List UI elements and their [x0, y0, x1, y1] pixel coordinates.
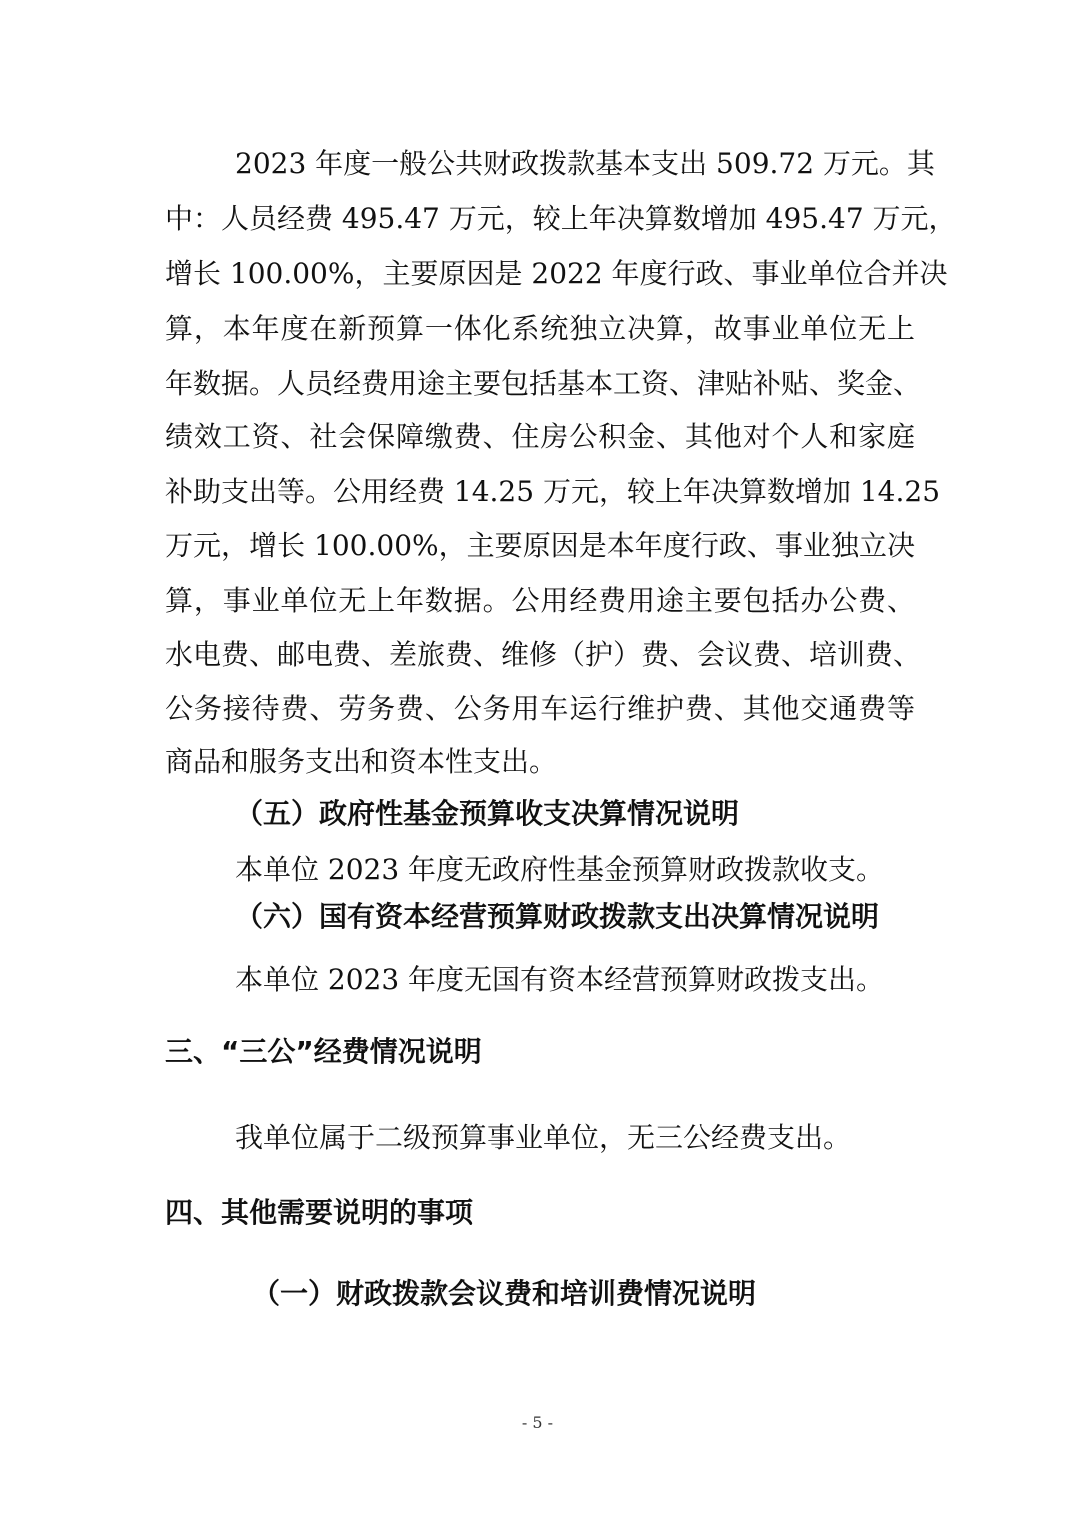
subsection-text-5: 本单位 2023 年度无政府性基金预算财政拨款收支。: [235, 853, 885, 886]
subsection-heading-6: （六）国有资本经营预算财政拨款支出决算情况说明: [235, 900, 880, 933]
subsection-heading-4-1: （一）财政拨款会议费和培训费情况说明: [252, 1277, 757, 1310]
section-heading-4: 四、其他需要说明的事项: [165, 1196, 474, 1229]
paragraph-line: 绩效工资、社会保障缴费、住房公积金、其他对个人和家庭: [165, 420, 915, 453]
paragraph-line: 商品和服务支出和资本性支出。: [165, 745, 558, 778]
paragraph-line: 增长 100.00%，主要原因是 2022 年度行政、事业单位合并决: [165, 257, 948, 290]
paragraph-line: 中：人员经费 495.47 万元，较上年决算数增加 495.47 万元，: [165, 202, 957, 235]
paragraph-line: 补助支出等。公用经费 14.25 万元，较上年决算数增加 14.25: [165, 475, 941, 508]
subsection-heading-5: （五）政府性基金预算收支决算情况说明: [235, 797, 740, 830]
paragraph-line: 公务接待费、劳务费、公务用车运行维护费、其他交通费等: [165, 692, 915, 725]
paragraph-line: 算，本年度在新预算一体化系统独立决算，故事业单位无上: [165, 312, 915, 345]
paragraph-line: 2023 年度一般公共财政拨款基本支出 509.72 万元。其: [235, 147, 935, 180]
page-number: - 5 -: [521, 1413, 554, 1432]
paragraph-line: 年数据。人员经费用途主要包括基本工资、津贴补贴、奖金、: [165, 367, 922, 400]
subsection-text-6: 本单位 2023 年度无国有资本经营预算财政拨支出。: [235, 963, 885, 996]
section-text-3: 我单位属于二级预算事业单位，无三公经费支出。: [235, 1121, 852, 1154]
paragraph-line: 水电费、邮电费、差旅费、维修（护）费、会议费、培训费、: [165, 638, 922, 671]
paragraph-line: 万元，增长 100.00%，主要原因是本年度行政、事业独立决: [165, 529, 915, 562]
paragraph-line: 算，事业单位无上年数据。公用经费用途主要包括办公费、: [165, 584, 915, 617]
section-heading-3: 三、“三公”经费情况说明: [165, 1035, 482, 1068]
